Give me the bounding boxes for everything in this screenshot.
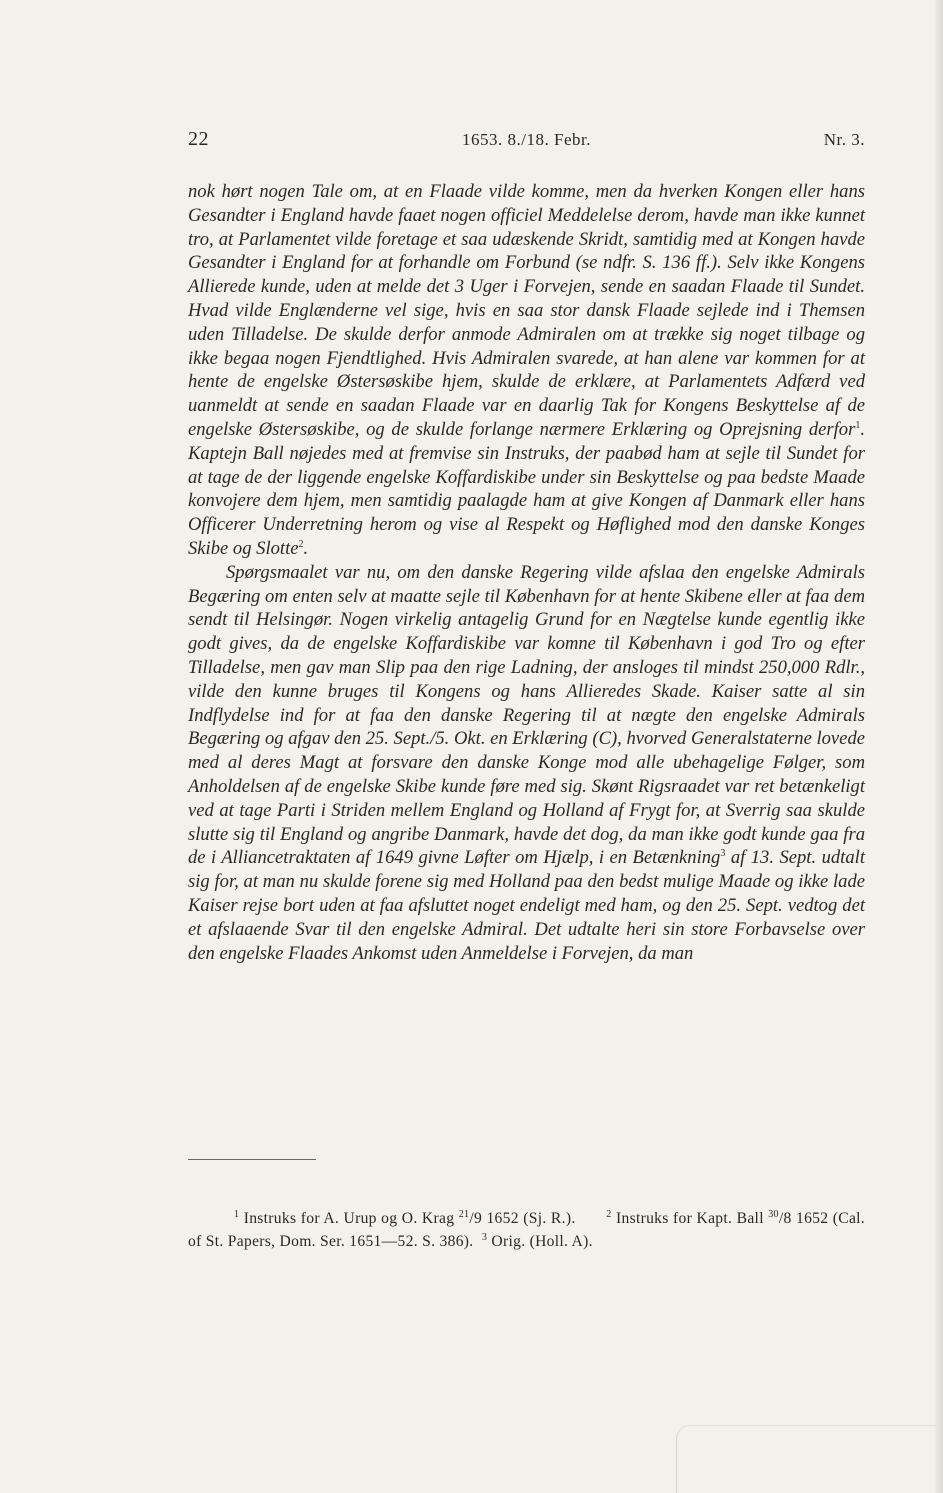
paragraph-1-text-b: . Kaptejn Ball nøjedes med at fremvise sin Instruks, der paabød ham at sejle til Sundet for at tage de der liggende engelske Koffardiskibe under sin Beskyttelse og paa bedste Maade konvojere dem hjem, men samtidig paalagde ham at give Kongen af Danmark eller hans Officerer Underretning herom og vise al Respekt og Høflighed mod den danske Konges Skibe og Slotte: [188, 418, 865, 559]
footnote-ref-1: 1: [855, 419, 861, 431]
footnote-1-date-denominator: /9: [469, 1210, 483, 1227]
footnote-rule: [188, 1159, 316, 1160]
paragraph-1: [188, 180, 865, 561]
body-text: [188, 180, 865, 965]
footnote-3-text: Orig. (Holl. A).: [487, 1233, 593, 1250]
footnote-block: [188, 1207, 865, 1253]
paragraph-1-text-a: nok hørt nogen Tale om, at en Flaade vilde komme, men da hverken Kongen eller hans Gesandter i England havde faaet nogen officiel Meddelelse derom, havde man ikke kunnet tro, at Parlamentet vilde foretage et saa udæskende Skridt, samtidig med at Kongen havde Gesandter i England for at forhandle om Forbund (se ndfr. S. 136 ff.). Selv ikke Kongens Allierede kunde, uden at melde det 3 Uger i Forvejen, sende en saadan Flaade til Sundet. Hvad vilde Englænderne vel sige, hvis en saa stor dansk Flaade sejlede ind i Themsen uden Tilladelse. De skulde derfor anmode Admiralen om at trække sig noget tilbage og ikke begaa nogen Fjendtlighed. Hvis Admiralen svarede, at han alene var kommen for at hente de engelske Østersøskibe hjem, skulde de erklære, at Parlamentets Adfærd ved uanmeldt at sende en saadan Flaade var en daarlig Tak for Kongens Beskyttelse af de engelske Østersøskibe, og de skulde forlange nærmere Erklæring og Oprejsning derfor: [188, 181, 865, 440]
footnote-3-mark: 3: [481, 1231, 488, 1243]
paragraph-1-text-c: .: [303, 537, 309, 559]
paragraph-2-text-a: Spørgsmaalet var nu, om den danske Regering vilde afslaa den engelske Admirals Begæring om enten selv at maatte sejle til København for at hente Skibene eller at faa dem sendt til Helsingør. Nogen virkelig antagelig Grund for en Nægtelse kunde egentlig ikke godt gives, da de engelske Koffardiskibe var komne til København i god Tro og efter Tilladelse, men gav man Slip paa den rige Ladning, der ansloges til mindst 250,000 Rdlr., vilde den kunne bruges til Kongens og hans Allieredes Skade. Kaiser satte al sin Indflydelse ind for at faa den danske Regering til at nægte den engelske Admirals Begæring og afgav den 25. Sept./5. Okt. en Erklæring (C), hvorved Generalstaterne lovede med al deres Magt at forsvare den danske Konge mod alle ubehagelige Følger, som Anholdelsen af de engelske Skibe kunde føre med sig. Skønt Rigsraadet var ret betænkeligt ved at tage Parti i Striden mellem England og Holland af Frygt for, at Sverrig saa skulde slutte sig til England og angribe Danmark, havde det dog, da man ikke godt kunde gaa fra de i Alliancetraktaten af 1649 givne Løfter om Hjælp, i en Betænkning: [188, 561, 865, 869]
page-header: [188, 130, 865, 156]
paragraph-2: [188, 561, 865, 966]
footnote-1-mark: 1: [234, 1208, 240, 1220]
footnotes: [188, 1207, 865, 1253]
footnote-2-text-a: Instruks for Kapt. Ball: [611, 1210, 769, 1227]
page-number: 22: [188, 128, 209, 150]
paragraph-2-text-b: af 13. Sept. udtalt sig for, at man nu skulde forene sig med Holland paa den bedst mulige Maade og ikke lade Kaiser rejse bort uden at faa afsluttet noget endeligt med ham, og den 25. Sept. vedtog det et afslaaende Svar til den engelske Admiral. Det udtalte heri sin store Forbavselse over den engelske Flaades Ankomst uden Anmeldelse i Forvejen, da man: [188, 847, 865, 964]
header-date: 1653. 8./18. Febr.: [462, 130, 591, 149]
footnote-ref-2: 2: [298, 538, 304, 550]
footnote-1-date-numerator: 21: [458, 1208, 470, 1220]
footnote-ref-3: 3: [720, 848, 726, 860]
page-edge: [933, 0, 943, 1493]
footnote-1-text-a: Instruks for A. Urup og O. Krag: [239, 1210, 459, 1227]
footnote-2-date-denominator: /8: [778, 1210, 792, 1227]
document-number: Nr. 3.: [823, 130, 865, 149]
footnote-2-text-b: 1652 (Cal. of St. Papers, Dom. Ser. 1651—52. S. 386).: [188, 1210, 866, 1250]
footnote-2-mark: 2: [606, 1208, 612, 1220]
scan-corner-mark: [676, 1425, 937, 1493]
footnote-1-text-b: 1652 (Sj. R.).: [482, 1210, 576, 1227]
footnote-2-date-numerator: 30: [768, 1208, 779, 1220]
